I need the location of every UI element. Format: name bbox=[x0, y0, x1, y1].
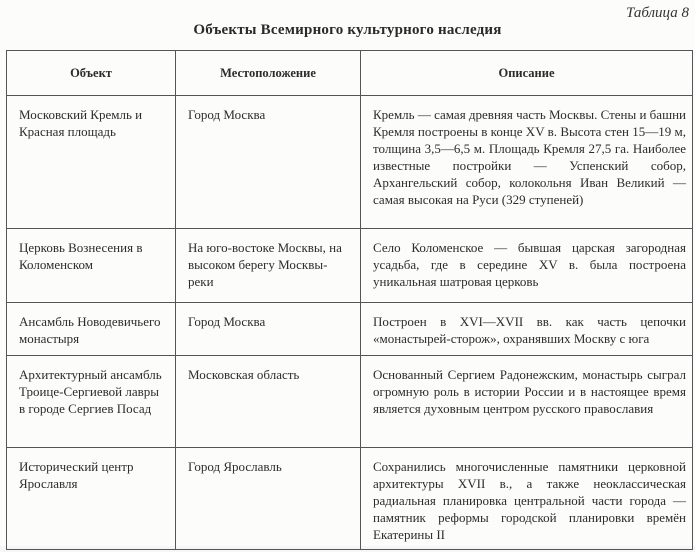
column-header-location: Местоположение bbox=[176, 51, 361, 96]
object-cell: Церковь Вознесения в Коломенском bbox=[7, 229, 176, 303]
column-header-description: Описание bbox=[361, 51, 693, 96]
table-row bbox=[7, 356, 693, 448]
table-row bbox=[7, 448, 693, 550]
object-cell: Архитектурный ансамбль Троице-Сергиевой лавры в городе Сергиев Посад bbox=[7, 356, 176, 448]
table-row bbox=[7, 229, 693, 303]
heritage-table bbox=[6, 50, 693, 550]
description-cell: Основанный Сергием Радонежским, монастырь сыграл огромную роль в истории России и в настоящее время является духовным центром русского православия bbox=[361, 356, 693, 448]
object-cell: Московский Кремль и Красная площадь bbox=[7, 96, 176, 229]
description-cell: Село Коломенское — бывшая царская загородная усадьба, где в середине XV в. была построена уникальная шатровая церковь bbox=[361, 229, 693, 303]
object-cell: Ансамбль Новодевичьего монастыря bbox=[7, 303, 176, 356]
table-row bbox=[7, 96, 693, 229]
table-title: Объекты Всемирного культурного наследия bbox=[193, 22, 502, 38]
description-cell: Сохранились многочисленные памятники церковной архитектуры XVII в., а также неоклассическая радиальная планировка центральной части города — памятник реформы городской планировки времён Екатерины II bbox=[361, 448, 693, 550]
table-number-label: Таблица 8 bbox=[626, 5, 689, 21]
header-row bbox=[7, 51, 693, 96]
location-cell: Город Москва bbox=[176, 303, 361, 356]
description-cell: Кремль — самая древняя часть Москвы. Стены и башни Кремля построены в конце XV в. Высота стен 15—19 м, толщина 3,5—6,5 м. Площадь Кремля 27,5 га. Наиболее известные постройки — Успенский собор, Архангельский собор, колокольня Иван Великий — самая высокая на Руси (329 ступеней) bbox=[361, 96, 693, 229]
description-cell: Построен в XVI—XVII вв. как часть цепочки «монастырей-сторож», охранявших Москву с юга bbox=[361, 303, 693, 356]
location-cell: Город Москва bbox=[176, 96, 361, 229]
column-header-object: Объект bbox=[7, 51, 176, 96]
object-cell: Исторический центр Ярославля bbox=[7, 448, 176, 550]
location-cell: Московская область bbox=[176, 356, 361, 448]
table-row bbox=[7, 303, 693, 356]
location-cell: Город Ярославль bbox=[176, 448, 361, 550]
location-cell: На юго-востоке Москвы, на высоком берегу Москвы-реки bbox=[176, 229, 361, 303]
